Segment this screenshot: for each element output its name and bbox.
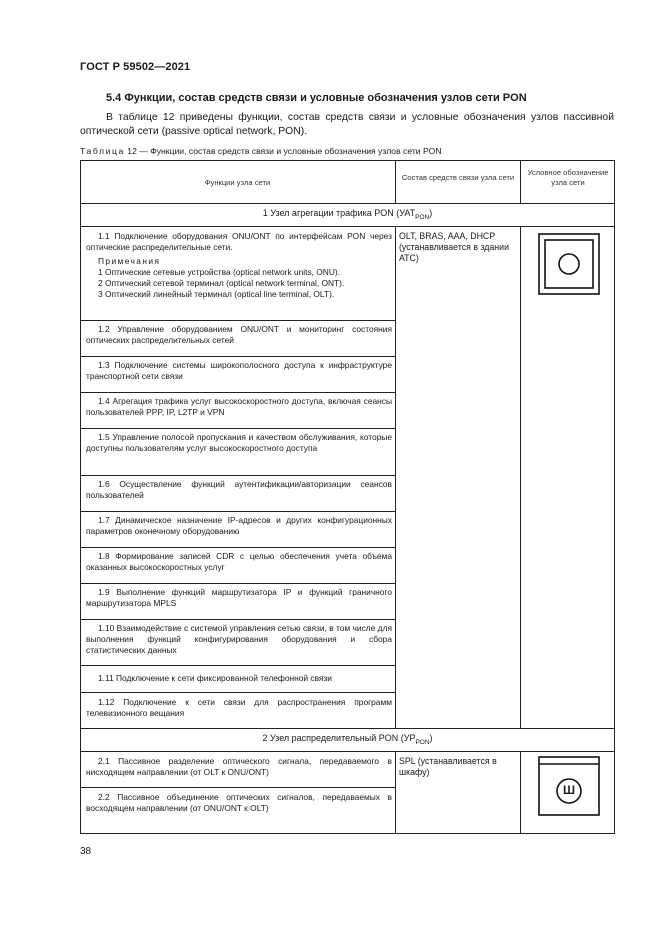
row-1-2: 1.2 Управление оборудованием ONU/ONT и мониторинг состояния оптических распределительных сетей	[86, 324, 392, 345]
section-2-equipment: SPL (устанавливается в шкафу)	[399, 756, 497, 777]
section-heading: 5.4 Функции, состав средств связи и условные обозначения узлов сети PON	[106, 92, 527, 104]
row-1-8: 1.8 Формирование записей CDR с целью обеспечения учета объема оказанных высокоскоростных услуг	[86, 551, 392, 572]
header-equipment: Состав средств связи узла сети	[401, 173, 515, 182]
note-item: 1 Оптические сетевые устройства (optical network units, ONU).	[98, 266, 341, 277]
row-1-6: 1.6 Осуществление функций аутентификации/авторизации сеансов пользователей	[86, 479, 392, 500]
row-1-7: 1.7 Динамическое назначение IP-адресов и других конфигурационных параметров оконечному оборудованию	[86, 515, 392, 536]
row-1-5: 1.5 Управление полосой пропускания и качеством обслуживания, которые доступны пользователям услуг высокоскоростного доступа	[86, 432, 392, 453]
header-symbol: Условное обозначение узла сети	[527, 168, 609, 187]
intro-paragraph: В таблице 12 приведены функции, состав средств связи и условные обозначения узлов пассивной оптической сети (passive optical network, PON).	[80, 112, 614, 137]
section-1-equipment: OLT, BRAS, AAA, DHCP (устанавливается в здании АТС)	[399, 231, 509, 263]
section-1-title: 1 Узел агрегации трафика PON $(УАТ_{PON})$	[262, 208, 433, 221]
header-functions: Функции узла сети	[204, 178, 271, 187]
row-1-1	[86, 231, 392, 299]
document-header: ГОСТ Р 59502—2021	[80, 61, 191, 73]
row-1-4: 1.4 Агрегация трафика услуг высокоскоростного доступа, включая сеансы пользователей PPP, IP, L2TP и VPN	[86, 396, 392, 417]
notes-title: Примечания	[98, 255, 161, 266]
aggregation-node-symbol-icon	[538, 233, 600, 295]
row-1-1-text: 1.1 Подключение оборудования ONU/ONT по интерфейсам PON через оптические распределительные сети.	[86, 231, 392, 252]
table-caption-text: 12 — Функции, состав средств связи и условные обозначения узлов сети PON	[127, 146, 442, 156]
row-1-12: 1.12 Подключение к сети связи для распространения программ телевизионного вещания	[86, 697, 392, 718]
table-caption	[80, 146, 442, 156]
row-2-2: 2.2 Пассивное объединение оптических сигналов, передаваемых в восходящем направлении (от ONU/ONT к OLT)	[86, 792, 392, 813]
section-2-title: 2 Узел распределительный PON $(УР_{PON})$	[262, 733, 433, 746]
row-1-9: 1.9 Выполнение функций маршрутизатора IP и функций граничного маршрутизатора MPLS	[86, 587, 392, 608]
distribution-symbol-letter: Ш	[562, 783, 576, 797]
note-item: 3 Оптический линейный терминал (optical line terminal, OLT).	[98, 288, 335, 299]
table-caption-label: Таблица	[80, 146, 125, 156]
row-1-11: 1.11 Подключение к сети фиксированной телефонной связи	[98, 673, 332, 683]
row-2-1: 2.1 Пассивное разделение оптического сигнала, передаваемого в нисходящем направлении (от OLT к ONU/ONT)	[86, 756, 392, 777]
functions-table	[80, 160, 615, 834]
row-1-10: 1.10 Взаимодействие с системой управления сетью связи, в том числе для выполнения функций конфигурирования оборудования и сбора статистических данных	[86, 623, 392, 655]
row-1-3: 1.3 Подключение системы широкополосного доступа к инфраструктуре транспортной сети связи	[86, 360, 392, 381]
page-number: 38	[80, 846, 92, 857]
note-item: 2 Оптический сетевой терминал (optical network terminal, ONT).	[98, 277, 345, 288]
